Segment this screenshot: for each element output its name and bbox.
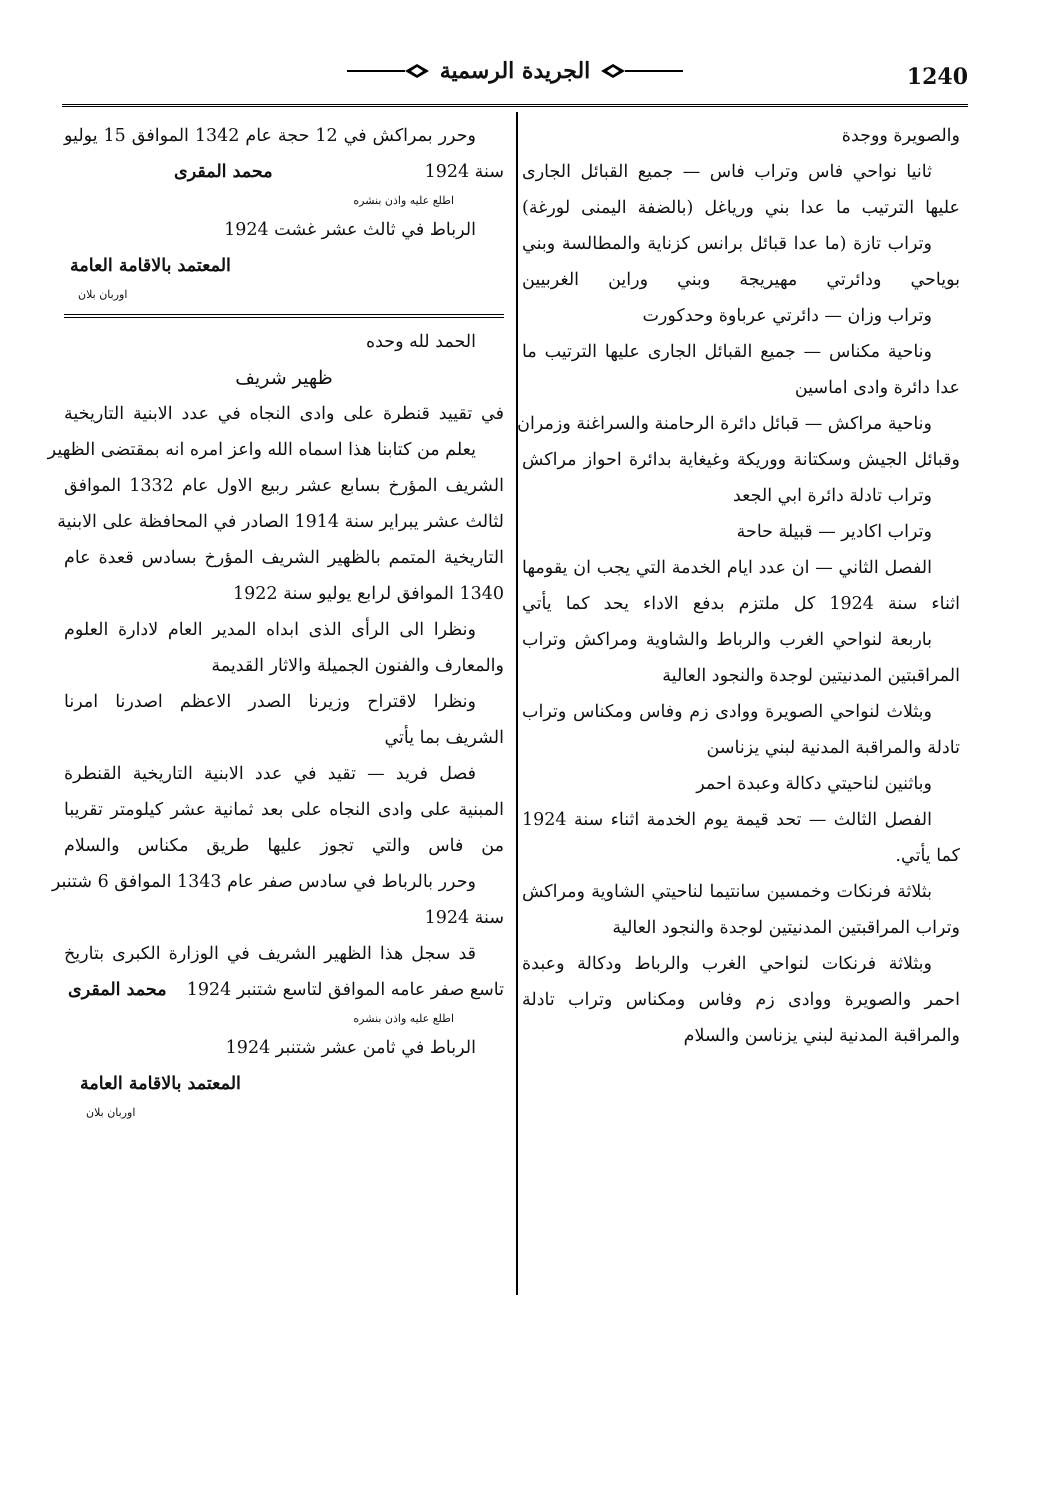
text-line: بوياحي ودائرتي مهيريجة وبني وراين الغربيين <box>522 270 960 290</box>
official-name: اوربان بلان <box>78 288 128 301</box>
text-line: وتراب وزان — دائرتي عرباوة وحدكورت <box>642 306 932 326</box>
header-rule <box>62 104 968 107</box>
text-line: عليها الترتيب ما عدا بني ورياغل (بالضفة اليمنى لورغة) <box>522 198 960 218</box>
left-ornament-icon <box>345 62 435 80</box>
text-line: والمعارف والفنون الجميلة والاثار القديمة <box>211 656 504 676</box>
text-line: وتراب تادلة دائرة ابي الجعد <box>732 486 932 506</box>
text-line: وناحية مراكش — قبائل دائرة الرحامنة والسراغنة وزمران <box>517 414 932 434</box>
praise-heading: الحمد لله وحده <box>365 332 476 352</box>
text-line: وناحية مكناس — جميع القبائل الجارى عليها الترتيب ما <box>522 342 932 362</box>
header-title-block <box>62 58 968 84</box>
section-heading-line: الفصل الثالث — تحد قيمة يوم الخدمة اثناء سنة 1924 <box>522 810 932 830</box>
text-line: المراقبتين المدنيتين لوجدة والنجود العالية <box>662 666 960 686</box>
text-line: والصويرة ووجدة <box>841 126 960 146</box>
signature-row <box>64 154 504 190</box>
page-number: 1240 <box>906 64 968 90</box>
decree-title: ظهير شريف <box>235 367 333 389</box>
text-line: وقبائل الجيش وسكتانة ووريكة وغيغاية بدائرة احواز مراكش <box>522 450 960 470</box>
signatory-name: محمد المقرى <box>68 980 167 1000</box>
text-line: اثناء سنة 1924 كل ملتزم بدفع الاداء يحد كما يأتي <box>522 594 961 614</box>
signature-row <box>64 972 504 1008</box>
text-line: وباثنين لناحيتي دكالة وعبدة احمر <box>696 774 932 794</box>
text-line: الشريف بما يأتي <box>384 728 504 748</box>
text-line: فصل فريد — تقيد في عدد الابنية التاريخية القنطرة <box>64 764 476 784</box>
signatory-name: محمد المقرى <box>174 162 273 182</box>
right-ornament-icon <box>595 62 685 80</box>
column-divider <box>516 112 518 1295</box>
text-line: بثلاثة فرنكات وخمسين سانتيما لناحيتي الشاوية ومراكش <box>522 882 932 902</box>
text-line: الفصل الثاني — ان عدد ايام الخدمة التي يجب ان يقومها <box>522 558 932 578</box>
text-line: ثانيا نواحي فاس وتراب فاس — جميع القبائل الجارى <box>522 162 932 182</box>
authority-title: المعتمد بالاقامة العامة <box>80 1074 241 1094</box>
text-line: تادلة والمراقبة المدنية لبني يزناسن <box>706 738 960 758</box>
rabat-date: الرباط في ثالث عشر غشت 1924 <box>224 220 476 240</box>
text-line: كما يأتي. <box>895 846 960 866</box>
text-line: وبثلاثة فرنكات لنواحي الغرب والرباط ودكالة وعبدة <box>522 954 932 974</box>
rabat-date: الرباط في ثامن عشر شتنبر 1924 <box>225 1038 476 1058</box>
text-line: الشريف المؤرخ بسابع عشر ربيع الاول عام 1332 الموافق <box>64 476 504 496</box>
text-line: ونظرا الى الرأى الذى ابداه المدير العام لادارة العلوم <box>64 620 476 640</box>
registration-date: تاسع صفر عامه الموافق لتاسع شتنبر 1924 <box>186 980 504 1000</box>
text-line: وتراب المراقبتين المدنيتين لوجدة والنجود العالية <box>612 918 960 938</box>
decree-closing-line: وحرر بمراكش في 12 حجة عام 1342 الموافق 15 يوليو <box>64 126 476 146</box>
right-column <box>517 118 961 1054</box>
text-line: يعلم من كتابنا هذا اسماه الله واعز امره انه بمقتضى الظهير <box>47 440 476 460</box>
text-line: باربعة لنواحي الغرب والرباط والشاوية ومراكش وتراب <box>522 630 932 650</box>
section-rule <box>64 314 504 318</box>
text-line: احمر والصويرة ووادى زم وفاس ومكناس وتراب تادلة <box>522 990 960 1010</box>
newspaper-title: الجريدة الرسمية <box>439 58 591 84</box>
text-line: والمراقبة المدنية لبني يزناسن والسلام <box>683 1026 960 1046</box>
publication-note: اطلع عليه واذن بنشره <box>353 194 454 207</box>
text-line: وتراب تازة (ما عدا قبائل برانس كزناية والمطالسة وبني <box>522 234 932 254</box>
text-line: وحرر بالرباط في سادس صفر عام 1343 الموافق 6 شتنبر <box>51 872 476 892</box>
text-line: وتراب اكادير — قبيلة حاحة <box>736 522 932 542</box>
text-line: عدا دائرة وادى اماسين <box>794 378 960 398</box>
publication-note: اطلع عليه واذن بنشره <box>353 1012 454 1025</box>
text-line: التاريخية المتمم بالظهير الشريف المؤرخ بسادس قعدة عام <box>64 548 504 568</box>
page-header <box>62 58 968 98</box>
text-line: سنة 1924 <box>424 908 504 928</box>
text-line: لثالث عشر يبراير سنة 1914 الصادر في المحافظة على الابنية <box>57 512 504 532</box>
left-column <box>47 118 504 1124</box>
text-line: المبنية على وادى النجاه على بعد ثمانية عشر كيلومتر تقريبا <box>64 800 504 820</box>
text-line: في تقييد قنطرة على وادى النجاه في عدد الابنية التاريخية <box>64 404 504 424</box>
text-line: 1340 الموافق لرابع يوليو سنة 1922 <box>232 584 504 604</box>
decree-year: سنة 1924 <box>424 162 504 182</box>
official-name: اوربان بلان <box>86 1106 136 1119</box>
text-line: وبثلاث لنواحي الصويرة ووادى زم وفاس ومكناس وتراب <box>522 702 932 722</box>
text-line: ونظرا لاقتراح وزيرنا الصدر الاعظم اصدرنا امرنا <box>64 692 476 712</box>
text-line: قد سجل هذا الظهير الشريف في الوزارة الكبرى بتاريخ <box>64 944 476 964</box>
text-line: من فاس والتي تجوز عليها طريق مكناس والسلام <box>64 836 504 856</box>
authority-title: المعتمد بالاقامة العامة <box>70 256 231 276</box>
